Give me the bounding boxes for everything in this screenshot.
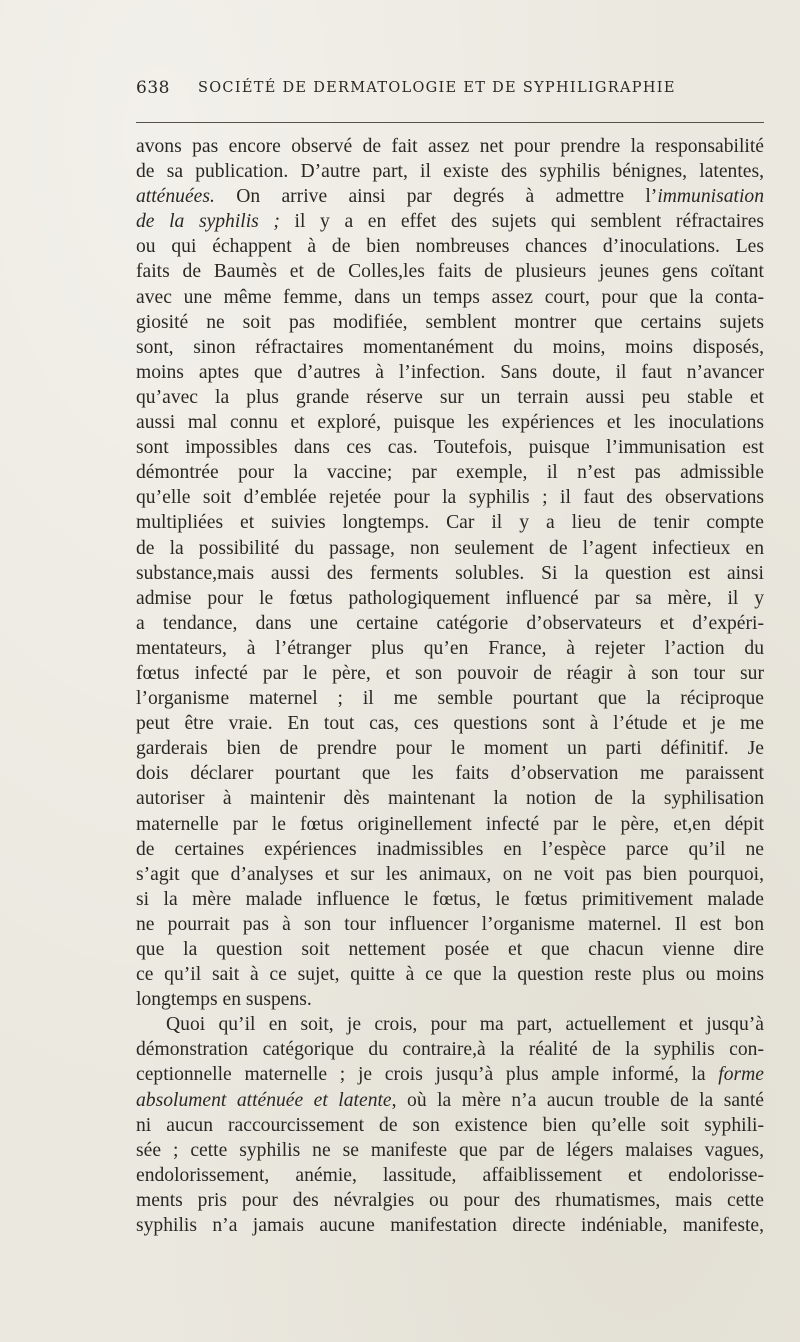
text-run: sée ; cette syphilis ne se manifeste que par de légers malaises vagues, bbox=[136, 1139, 764, 1161]
text-line bbox=[136, 1113, 764, 1138]
text-line bbox=[136, 485, 764, 510]
italic-text: absolument atténuée et latente bbox=[136, 1089, 392, 1111]
text-line bbox=[136, 611, 764, 636]
text-line bbox=[136, 134, 764, 159]
text-line bbox=[136, 1037, 764, 1062]
text-run: Quoi qu’il en soit, je crois, pour ma part, actuellement et jusqu’à bbox=[166, 1014, 764, 1036]
running-title: SOCIÉTÉ DE DERMATOLOGIE ET DE SYPHILIGRAPHIE bbox=[198, 80, 676, 96]
text-run: , où la mère n’a aucun trouble de la santé bbox=[391, 1089, 764, 1111]
text-run: ne pourrait pas à son tour influencer l’organisme maternel. Il est bon bbox=[136, 913, 764, 935]
text-run: démonstration catégorique du contraire,à la réalité de la syphilis con- bbox=[136, 1039, 764, 1061]
text-run: l’organisme maternel ; il me semble pourtant que la réciproque bbox=[136, 688, 764, 710]
text-run: giosité ne soit pas modifiée, semblent montrer que certains sujets bbox=[136, 311, 764, 333]
text-run: endolorissement, anémie, lassitude, affaiblissement et endolorisse- bbox=[136, 1164, 764, 1186]
text-line bbox=[136, 812, 764, 837]
text-line bbox=[136, 862, 764, 887]
text-line bbox=[136, 335, 764, 360]
header-rule bbox=[136, 122, 764, 123]
text-line bbox=[136, 259, 764, 284]
italic-text: atténuées. bbox=[136, 186, 215, 208]
text-run: qu’avec la plus grande réserve sur un terrain aussi peu stable et bbox=[136, 386, 764, 408]
text-line bbox=[136, 1012, 764, 1037]
text-run: dois déclarer pourtant que les faits d’observation me paraissent bbox=[136, 763, 764, 785]
text-line bbox=[136, 561, 764, 586]
text-line bbox=[136, 460, 764, 485]
text-run: aussi mal connu et exploré, puisque les expériences et les inoculations bbox=[136, 412, 764, 434]
text-line bbox=[136, 310, 764, 335]
text-line bbox=[136, 1062, 764, 1087]
text-run: sont impossibles dans ces cas. Toutefois, puisque l’immunisation est bbox=[136, 437, 764, 459]
text-run: admise pour le fœtus pathologiquement influencé par sa mère, il y bbox=[136, 587, 764, 609]
text-run: de sa publication. D’autre part, il existe des syphilis bénignes, latentes, bbox=[136, 161, 764, 183]
text-run: autoriser à maintenir dès maintenant la notion de la syphilisation bbox=[136, 788, 764, 810]
page-number: 638 bbox=[136, 78, 170, 98]
text-line bbox=[136, 360, 764, 385]
text-run: sont, sinon réfractaires momentanément du moins, moins disposés, bbox=[136, 336, 764, 358]
text-line bbox=[136, 786, 764, 811]
text-line bbox=[136, 837, 764, 862]
text-run: garderais bien de prendre pour le moment un parti définitif. Je bbox=[136, 738, 764, 760]
text-run: fœtus infecté par le père, et son pouvoir de réagir à son tour sur bbox=[136, 662, 764, 684]
text-run: il y a en effet des sujets qui semblent réfractaires bbox=[279, 211, 764, 233]
text-line bbox=[136, 510, 764, 535]
text-run: ments pris pour des névralgies ou pour des rhumatismes, mais cette bbox=[136, 1189, 764, 1211]
text-line bbox=[136, 1088, 764, 1113]
text-run: s’agit que d’analyses et sur les animaux, on ne voit pas bien pourquoi, bbox=[136, 863, 764, 885]
text-line bbox=[136, 636, 764, 661]
text-run: de la possibilité du passage, non seulement de l’agent infectieux en bbox=[136, 537, 764, 559]
text-run: moins aptes que d’autres à l’infection. Sans doute, il faut n’avancer bbox=[136, 361, 764, 383]
text-line bbox=[136, 686, 764, 711]
text-run: maternelle par le fœtus originellement infecté par le père, et,en dépit bbox=[136, 813, 764, 835]
text-line bbox=[136, 159, 764, 184]
text-run: ce qu’il sait à ce sujet, quitte à ce que la question reste plus ou moins bbox=[136, 964, 764, 986]
text-line bbox=[136, 209, 764, 234]
text-line bbox=[136, 435, 764, 460]
text-line bbox=[136, 184, 764, 209]
italic-text: de la syphilis ; bbox=[136, 211, 280, 233]
body-text bbox=[136, 134, 764, 1238]
text-run: syphilis n’a jamais aucune manifestation directe indéniable, manifeste, bbox=[136, 1215, 764, 1237]
text-line bbox=[136, 711, 764, 736]
text-run: avons pas encore observé de fait assez net pour prendre la responsabilité bbox=[136, 136, 764, 157]
text-line bbox=[136, 234, 764, 259]
text-run: avec une même femme, dans un temps assez court, pour que la conta- bbox=[136, 286, 764, 308]
page-header bbox=[136, 78, 764, 102]
text-line bbox=[136, 1138, 764, 1163]
text-run: ou qui échappent à de bien nombreuses chances d’inoculations. Les bbox=[136, 236, 764, 258]
text-line bbox=[136, 912, 764, 937]
text-run: qu’elle soit d’emblée rejetée pour la syphilis ; il faut des observations bbox=[136, 487, 764, 509]
text-run: ceptionnelle maternelle ; je crois jusqu’à plus ample informé, la bbox=[136, 1064, 719, 1086]
text-run: que la question soit nettement posée et que chacun vienne dire bbox=[136, 939, 764, 960]
text-line bbox=[136, 887, 764, 912]
text-line bbox=[136, 285, 764, 310]
text-run: multipliées et suivies longtemps. Car il y a lieu de tenir compte bbox=[136, 512, 764, 534]
text-run: a tendance, dans une certaine catégorie d’observateurs et d’expéri- bbox=[136, 612, 764, 634]
text-run: ni aucun raccourcissement de son existence bien qu’elle soit syphili- bbox=[136, 1114, 764, 1136]
text-line bbox=[136, 937, 764, 962]
text-line bbox=[136, 1213, 764, 1238]
text-line bbox=[136, 736, 764, 761]
text-line bbox=[136, 987, 764, 1012]
text-line bbox=[136, 962, 764, 987]
text-run: démontrée pour la vaccine; par exemple, il n’est pas admissible bbox=[136, 462, 764, 484]
text-line bbox=[136, 586, 764, 611]
italic-text: forme bbox=[718, 1064, 764, 1086]
text-line bbox=[136, 1188, 764, 1213]
text-run: faits de Baumès et de Colles,les faits de plusieurs jeunes gens coïtant bbox=[136, 261, 764, 283]
text-run: substance,mais aussi des ferments solubles. Si la question est ainsi bbox=[136, 562, 764, 584]
text-run: On arrive ainsi par degrés à admettre l’ bbox=[214, 186, 658, 208]
text-line bbox=[136, 1163, 764, 1188]
text-run: de certaines expériences inadmissibles en l’espèce parce qu’il ne bbox=[136, 838, 764, 860]
text-line bbox=[136, 385, 764, 410]
text-line bbox=[136, 536, 764, 561]
text-line bbox=[136, 410, 764, 435]
text-run: peut être vraie. En tout cas, ces questions sont à l’étude et je me bbox=[136, 713, 764, 735]
italic-text: immunisation bbox=[657, 186, 764, 208]
text-line bbox=[136, 761, 764, 786]
text-run: longtemps en suspens. bbox=[136, 989, 312, 1011]
text-run: mentateurs, à l’étranger plus qu’en France, à rejeter l’action du bbox=[136, 637, 764, 659]
text-run: si la mère malade influence le fœtus, le fœtus primitivement malade bbox=[136, 888, 764, 910]
text-line bbox=[136, 661, 764, 686]
